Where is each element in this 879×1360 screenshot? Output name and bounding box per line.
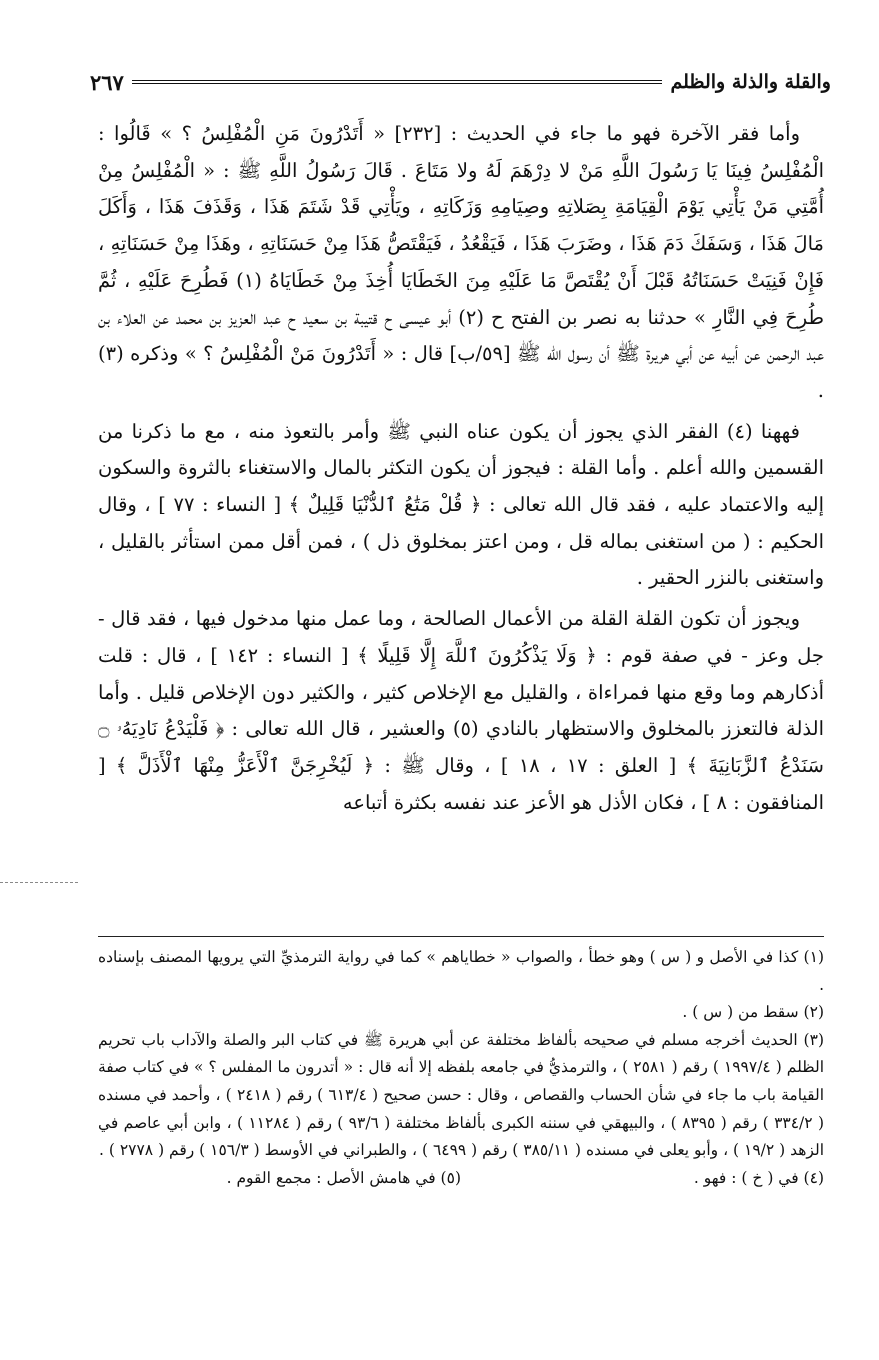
footnote-2: (٢) سقط من ( س ) . — [682, 1003, 824, 1022]
footnote-row — [98, 1165, 824, 1193]
paragraph-2: فههنا (٤) الفقر الذي يجوز أن يكون عناه النبي ﷺ وأمر بالتعوذ منه ، مع ما ذكرنا من القسمين والله أعلم . وأما القلة : فيجوز أن يكون التكثر بالمال والاستغناء بالثروة والسكون إليه والاعتماد عليه ، فقد قال الله تعالى : ﴿ قُلْ مَتَٰعُ ٱلدُّنْيَا قَلِيلٌ ﴾ [ النساء : ٧٧ ] ، وقال الحكيم : ( من استغنى بماله قل ، ومن اعتز بمخلوق ذل ) ، فمن أقل ممن استأثر بالقليل ، واستغنى بالنزر الحقير . — [98, 419, 824, 590]
header-double-rule — [132, 80, 663, 84]
footnote-3: (٣) الحديث أخرجه مسلم في صحيحه بألفاظ مختلفة عن أبي هريرة ﷺ في كتاب البر والصلة والآداب باب تحريم الظلم ( ١٩٩٧/٤ ) رقم ( ٢٥٨١ ) ، والترمذيُّ في جامعه بلفظه إلا أنه قال : « أتدرون ما المفلس ؟ » في كتاب صفة القيامة باب ما جاء في شأن الحساب والقصاص ، وقال : حسن صحيح ( ٦١٣/٤ ) رقم ( ٢٤١٨ ) ، وأحمد في مسنده ( ٣٣٤/٢ ) رقم ( ٨٣٩٥ ) ، والبيهقي في سننه الكبرى بألفاظ مختلفة ( ٩٣/٦ ) رقم ( ١١٢٨٤ ) ، وابن أبي عاصم في الزهد ( ١٩/٢ ) ، وأبو يعلى في مسنده ( ٣٨٥/١١ ) رقم ( ٦٤٩٩ ) ، والطبراني في الأوسط ( ١٥٦/٣ ) رقم ( ٢٧٧٨ ) . — [98, 1030, 825, 1160]
footnote-1: (١) كذا في الأصل و ( س ) وهو خطأ ، والصواب « خطاياهم » كما في رواية الترمذيِّ التي يرويها المصنف بإسناده . — [98, 948, 824, 994]
paragraph-1: وأما فقر الآخرة فهو ما جاء في الحديث : [٢٣٢] « أَتَدْرُونَ مَنِ الْمُفْلِسُ ؟ » قَالُوا : الْمُفْلِسُ فِينَا يَا رَسُولَ اللَّهِ مَنْ لا دِرْهَمَ لَهُ ولا مَتَاعَ . قَالَ رَسُولُ اللَّهِ ﷺ : « الْمُفْلِسُ مِنْ أُمَّتِي مَنْ يَأْتِي يَوْمَ الْقِيَامَةِ بِصَلاتِهِ وصِيَامِهِ وَزَكَاتِهِ ، ويَأْتِي قَدْ شَتَمَ هَذَا ، وَقَذَفَ هَذَا ، وَأَكَلَ مَالَ هَذَا ، وَسَفَكَ دَمَ هَذَا ، وضَرَبَ هَذَا ، فَيَقْعُدُ ، فَيَقْتَصُّ هَذَا مِنْ حَسَنَاتِهِ ، وهَذَا مِنْ حَسَنَاتِهِ ، فَإِنْ فَنِيَتْ حَسَنَاتُهُ قَبْلَ أَنْ يُقْتَصَّ مَا عَلَيْهِ مِنَ الخَطَايَا أُخِذَ مِنْ خَطَايَاهُ (١) فَطُرِحَ عَلَيْهِ ، ثُمَّ طُرِحَ فِي النَّارِ » حدثنا به نصر بن الفتح ح (٢) أبو عيسى ح قتيبة بن سعيد ح عبد العزيز بن محمد عن العلاء بن عبد الرحمن عن أبيه عن أبي هريرة ﷺ أن رسول الله ﷺ [٥٩/ب] قال : « أَتَدْرُونَ مَنْ الْمُفْلِسُ ؟ » وذكره (٣) . — [98, 122, 825, 402]
paragraph-3: ويجوز أن تكون القلة القلة من الأعمال الصالحة ، وما عمل منها مدخول فيها ، فقد قال - جل وعز - في صفة قوم : ﴿ وَلَا يَذْكُرُونَ ٱللَّهَ إِلَّا قَلِيلًا ﴾ [ النساء : ١٤٢ ] ، قال : قلت أذكارهم وما وقع منها فمراءاة ، والقليل مع الإخلاص كثير ، والكثير دون الإخلاص قليل . وأما الذلة فالتعزز بالمخلوق والاستظهار بالنادي (٥) والعشير ، قال الله تعالى : ﴿ فَلْيَدْعُ نَادِيَهُۥ ۝ سَنَدْعُ ٱلزَّبَانِيَةَ ﴾ [ العلق : ١٧ ، ١٨ ] ، وقال ﷺ : ﴿ لَيُخْرِجَنَّ ٱلْأَعَزُّ مِنْهَا ٱلْأَذَلَّ ﴾ [ المنافقون : ٨ ] ، فكان الأذل هو الأعز عند نفسه بكثرة أتباعه — [98, 607, 824, 814]
main-text — [98, 116, 824, 825]
footnote-5: (٥) في هامش الأصل : مجمع القوم . — [226, 1168, 461, 1187]
footnote-4: (٤) في ( خ ) : فهو . — [693, 1168, 824, 1187]
footnotes — [98, 944, 824, 1192]
chapter-title: والقلة والذلة والظلم — [670, 71, 831, 93]
page-number: ٢٦٧ — [90, 69, 124, 95]
footnote-separator — [98, 936, 824, 937]
running-header — [90, 66, 831, 98]
scan-margin-mark — [0, 882, 78, 883]
